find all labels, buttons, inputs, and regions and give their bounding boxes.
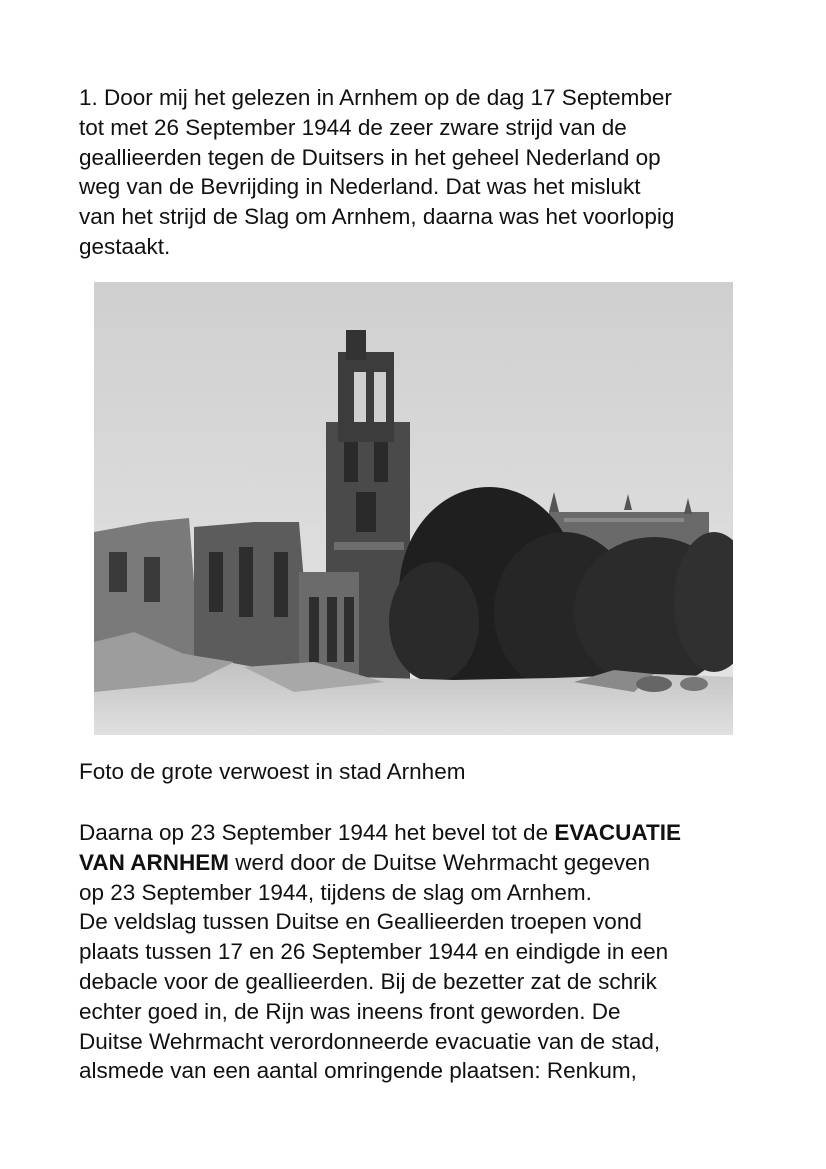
body-paragraph (79, 818, 769, 1086)
evacuation-heading: EVACUATIE (554, 820, 682, 845)
body-line: De veldslag tussen Duitse en Geallieerden troepen vond (79, 909, 642, 935)
intro-line: 1. Door mij het gelezen in Arnhem op de dag 17 September (79, 85, 672, 110)
photo-caption: Foto de grote verwoest in stad Arnhem (79, 759, 466, 784)
body-line: debacle voor de geallieerden. Bij de bezetter zat de schrik (79, 968, 657, 994)
body-line: echter goed in, de Rijn was ineens front geworden. De (79, 998, 621, 1024)
body-line: alsmede van een aantal omringende plaatsen: Renkum, (79, 1058, 637, 1084)
evacuation-heading: VAN ARNHEM (79, 849, 229, 875)
intro-line: van het strijd de Slag om Arnhem, daarna was het voorlopig (79, 204, 675, 230)
body-line: plaats tussen 17 en 26 September 1944 en eindigde in een (79, 939, 669, 965)
intro-line: weg van de Bevrijding in Nederland. Dat was het mislukt (79, 174, 641, 200)
body-line: op 23 September 1944, tijdens de slag om Arnhem. (79, 879, 592, 905)
intro-paragraph (79, 83, 769, 262)
intro-line: tot met 26 September 1944 de zeer zware strijd van de (79, 114, 627, 140)
body-line (79, 848, 769, 878)
body-line: Duitse Wehrmacht verordonneerde evacuatie van de stad, (79, 1028, 661, 1054)
intro-line: gestaakt. (79, 233, 171, 259)
intro-line: geallieerden tegen de Duitsers in het geheel Nederland op (79, 144, 661, 170)
body-line (79, 818, 769, 848)
body-text-span: Daarna op 23 September 1944 het bevel tot de (79, 820, 555, 845)
ruined-arnhem-photo (94, 282, 733, 735)
body-text-span: werd door de Duitse Wehrmacht gegeven (229, 849, 651, 875)
